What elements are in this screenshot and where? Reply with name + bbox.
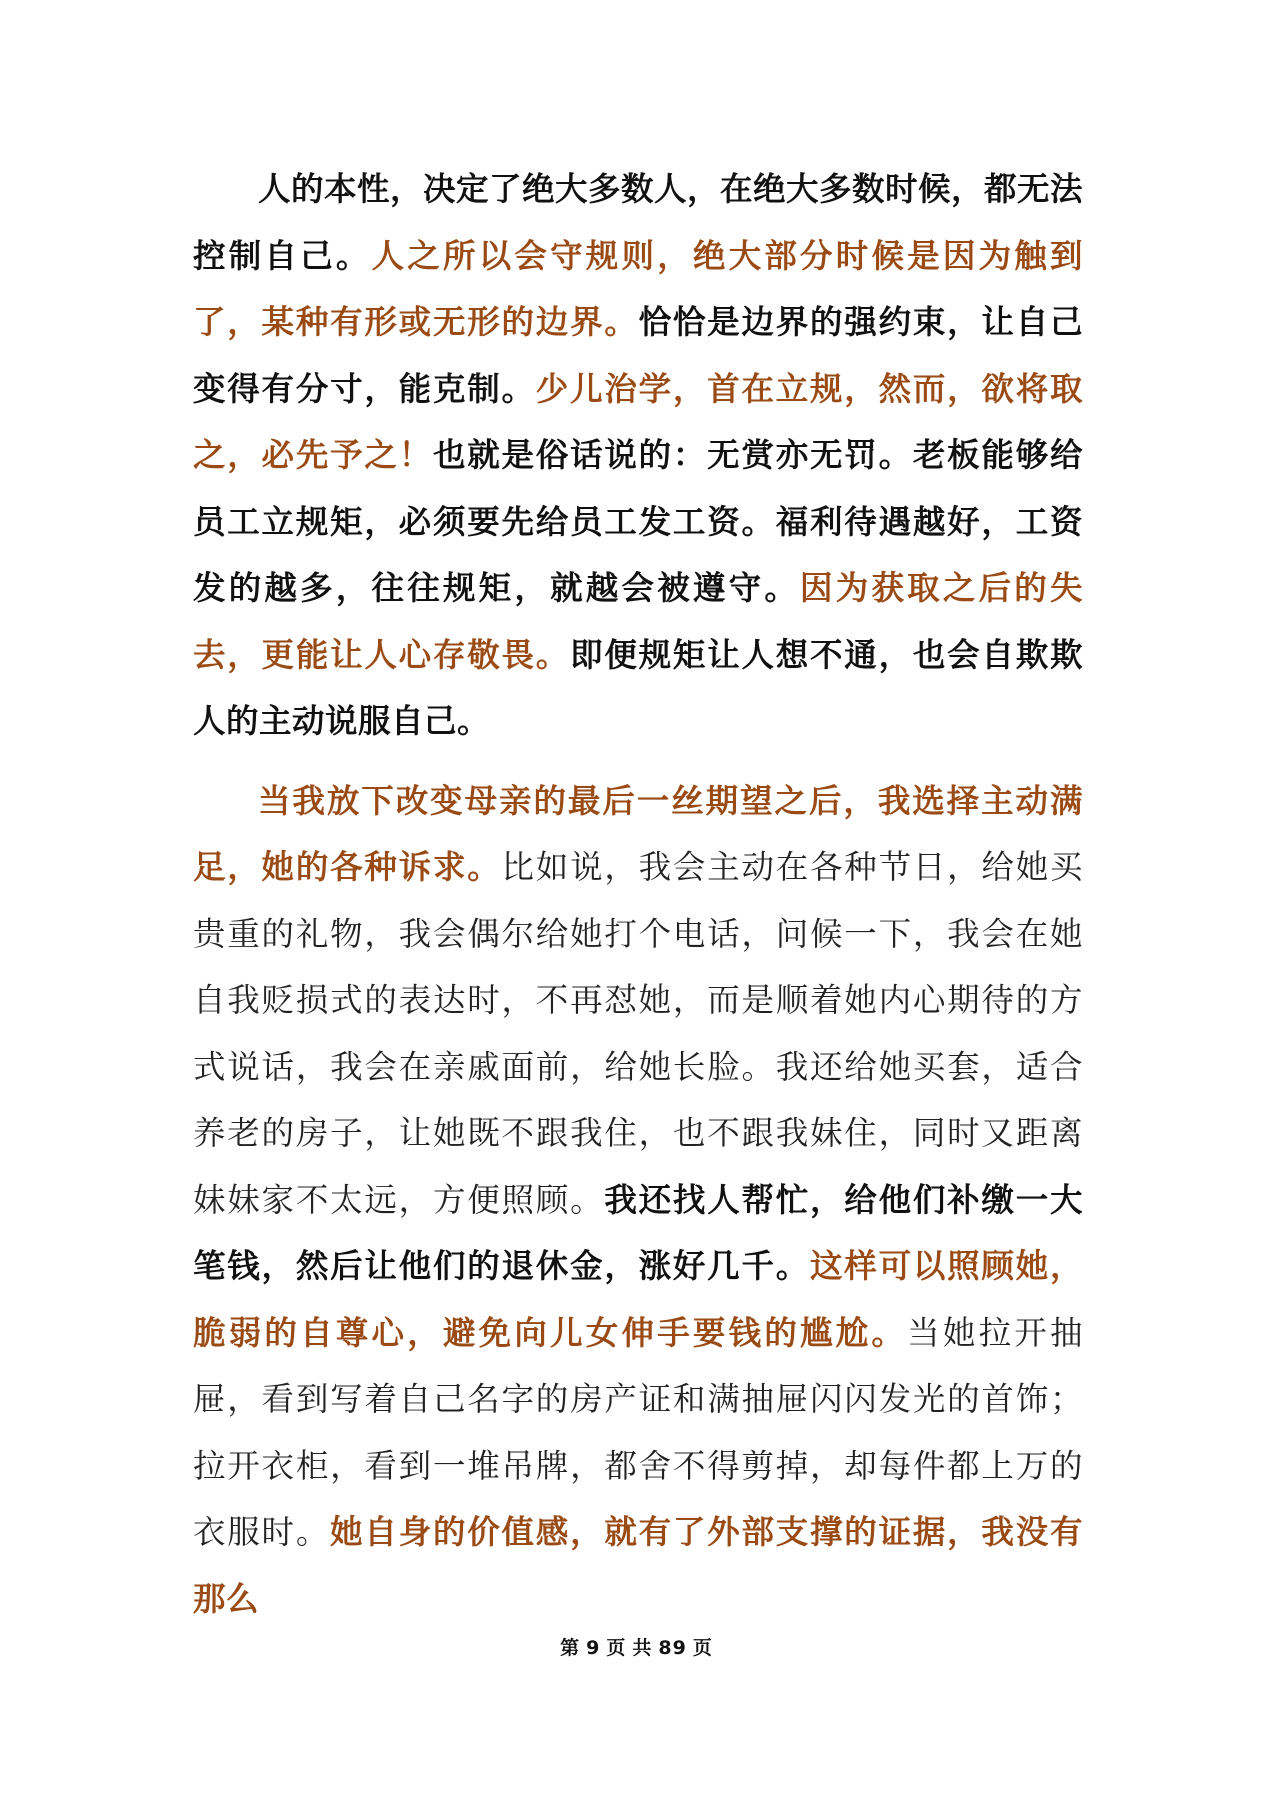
text-segment: 即便规矩让人想不通，也会自欺欺人的主动说服自己。 xyxy=(193,635,1083,740)
highlighted-segment: 人之所以会守规则，绝大部分时候是因为触到了，某种有形或无形的边界。 xyxy=(193,236,1083,341)
current-page-number: 9 xyxy=(586,1637,601,1659)
highlighted-segment: 这样可以照顾她，脆弱的自尊心，避免向儿女伸手要钱的尴尬。 xyxy=(193,1247,1083,1352)
footer-prefix: 第 xyxy=(560,1637,581,1659)
page-footer xyxy=(0,1633,1273,1660)
footer-total-word: 共 xyxy=(632,1637,653,1659)
footer-page-word: 页 xyxy=(606,1637,627,1659)
text-segment: 人的本性，决定了绝大多数人，在绝大多数时候，都无法控制自己。 xyxy=(193,170,1084,275)
text-segment: 恰恰是边界的强约束，让自己变得有分寸，能克制。 xyxy=(193,303,1083,408)
text-segment: 比如说，我会主动在各种节日，给她买贵重的礼物，我会偶尔给她打个电话，问候一下，我会在她自我贬损式的表达时，不再怼她，而是顺着她内心期待的方式说话，我会在亲戚面前，给她长脸。我还给她买套，适合养老的房子，让她既不跟我住，也不跟我妹住，同时又距离妹妹家不太远，方便照顾。 xyxy=(193,848,1083,1219)
paragraph-2 xyxy=(193,768,1083,1633)
highlighted-segment: 她自身的价值感，就有了外部支撑的证据，我没有那么 xyxy=(193,1513,1083,1618)
footer-suffix: 页 xyxy=(692,1637,713,1659)
text-segment: 也就是俗话说的：无赏亦无罚。老板能够给员工立规矩，必须要先给员工发工资。福利待遇越好，工资发的越多，往往规矩，就越会被遵守。 xyxy=(193,436,1083,607)
highlighted-segment: 少儿治学，首在立规，然而，欲将取之，必先予之！ xyxy=(193,369,1083,474)
document-body xyxy=(193,156,1083,1632)
highlighted-segment: 因为获取之后的失去，更能让人心存敬畏。 xyxy=(193,569,1083,674)
text-segment: 我还找人帮忙，给他们补缴一大笔钱，然后让他们的退休金，涨好几千。 xyxy=(193,1180,1083,1285)
paragraph-1 xyxy=(193,156,1083,755)
total-page-count: 89 xyxy=(658,1637,687,1659)
text-segment: 当她拉开抽屉，看到写着自己名字的房产证和满抽屉闪闪发光的首饰；拉开衣柜，看到一堆吊牌，都舍不得剪掉，却每件都上万的衣服时。 xyxy=(193,1313,1083,1551)
highlighted-segment: 当我放下改变母亲的最后一丝期望之后，我选择主动满足，她的各种诉求。 xyxy=(193,781,1083,886)
